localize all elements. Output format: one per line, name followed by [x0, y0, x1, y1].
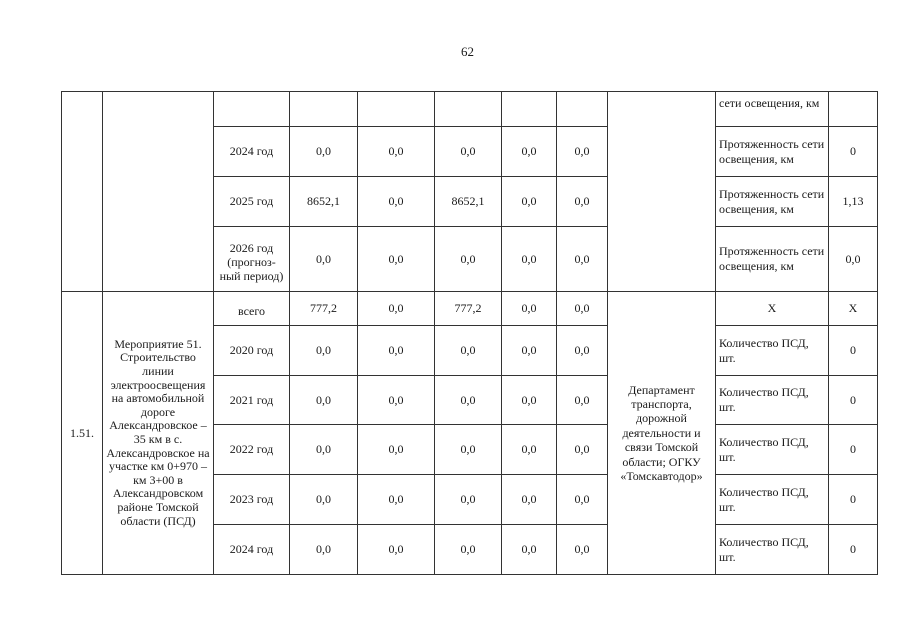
year-cell: всего	[214, 292, 290, 326]
value-cell	[502, 92, 557, 127]
value-cell: 0,0	[290, 227, 358, 292]
value-cell: 0,0	[557, 127, 608, 177]
value-cell: 0,0	[290, 376, 358, 425]
table-row	[62, 92, 878, 127]
value-cell	[557, 92, 608, 127]
value-cell: 0,0	[502, 376, 557, 425]
value-cell: 0,0	[290, 425, 358, 475]
indicator-cell: Количество ПСД, шт.	[716, 376, 829, 425]
indicator-value-cell: Х	[829, 292, 878, 326]
value-cell: 0,0	[557, 227, 608, 292]
year-cell: 2024 год	[214, 525, 290, 575]
value-cell: 8652,1	[290, 177, 358, 227]
year-cell: 2022 год	[214, 425, 290, 475]
value-cell: 0,0	[502, 177, 557, 227]
value-cell: 0,0	[290, 127, 358, 177]
indicator-value-cell: 0	[829, 326, 878, 376]
executor-cell-empty	[608, 92, 716, 292]
value-cell: 0,0	[502, 475, 557, 525]
indicator-cell: Протяженность сети освещения, км	[716, 177, 829, 227]
indicator-cell: Количество ПСД, шт.	[716, 425, 829, 475]
value-cell: 0,0	[502, 326, 557, 376]
value-cell: 777,2	[435, 292, 502, 326]
value-cell	[358, 92, 435, 127]
year-cell: 2023 год	[214, 475, 290, 525]
value-cell: 0,0	[358, 425, 435, 475]
indicator-cell: Количество ПСД, шт.	[716, 326, 829, 376]
value-cell: 0,0	[358, 326, 435, 376]
value-cell: 0,0	[557, 425, 608, 475]
measure-number: 1.51.	[62, 292, 103, 575]
indicator-value-cell	[829, 92, 878, 127]
indicator-value-cell: 1,13	[829, 177, 878, 227]
value-cell: 0,0	[557, 475, 608, 525]
indicator-cell: Протяженность сети освещения, км	[716, 227, 829, 292]
year-cell	[214, 92, 290, 127]
value-cell: 0,0	[557, 525, 608, 575]
indicator-value-cell: 0,0	[829, 227, 878, 292]
indicator-value-cell: 0	[829, 475, 878, 525]
value-cell: 0,0	[358, 177, 435, 227]
name-cell-empty	[103, 92, 214, 292]
value-cell: 8652,1	[435, 177, 502, 227]
year-cell: 2021 год	[214, 376, 290, 425]
value-cell: 0,0	[435, 127, 502, 177]
value-cell: 0,0	[435, 326, 502, 376]
value-cell: 0,0	[290, 326, 358, 376]
table-row	[62, 292, 878, 326]
year-cell: 2025 год	[214, 177, 290, 227]
indicator-cell: Протяженность сети освещения, км	[716, 127, 829, 177]
number-cell-empty	[62, 92, 103, 292]
indicator-cell: Количество ПСД, шт.	[716, 475, 829, 525]
indicator-value-cell: 0	[829, 127, 878, 177]
value-cell: 0,0	[358, 127, 435, 177]
year-cell: 2020 год	[214, 326, 290, 376]
measure-name: Мероприятие 51. Строительство линии электроосвещения на автомобильной дороге Александровское –35 км в с. Александровское на участке км 0+970 – км 3+00 в Александровском районе Томской области (ПСД)	[103, 292, 214, 575]
value-cell: 0,0	[358, 227, 435, 292]
value-cell: 0,0	[435, 475, 502, 525]
page-number: 62	[461, 44, 474, 59]
value-cell: 0,0	[435, 227, 502, 292]
value-cell: 0,0	[502, 127, 557, 177]
indicator-cell: Х	[716, 292, 829, 326]
value-cell	[435, 92, 502, 127]
value-cell: 0,0	[358, 475, 435, 525]
value-cell: 0,0	[502, 227, 557, 292]
value-cell: 0,0	[290, 525, 358, 575]
indicator-value-cell: 0	[829, 425, 878, 475]
value-cell	[290, 92, 358, 127]
value-cell: 0,0	[502, 292, 557, 326]
value-cell: 0,0	[435, 425, 502, 475]
value-cell: 0,0	[557, 292, 608, 326]
year-cell: 2026 год (прогноз-ный период)	[214, 227, 290, 292]
value-cell: 0,0	[502, 425, 557, 475]
executor-cell: Департамент транспорта, дорожной деятельности и связи Томской области; ОГКУ «Томскавтодор»	[608, 292, 716, 575]
value-cell: 0,0	[502, 525, 557, 575]
value-cell: 0,0	[435, 525, 502, 575]
indicator-cell: Количество ПСД, шт.	[716, 525, 829, 575]
indicator-value-cell: 0	[829, 376, 878, 425]
value-cell: 0,0	[557, 177, 608, 227]
value-cell: 0,0	[358, 376, 435, 425]
year-cell: 2024 год	[214, 127, 290, 177]
value-cell: 0,0	[358, 525, 435, 575]
value-cell: 0,0	[557, 326, 608, 376]
value-cell: 777,2	[290, 292, 358, 326]
value-cell: 0,0	[435, 376, 502, 425]
value-cell: 0,0	[557, 376, 608, 425]
value-cell: 0,0	[290, 475, 358, 525]
program-table	[61, 91, 878, 575]
indicator-value-cell: 0	[829, 525, 878, 575]
indicator-cell: сети освещения, км	[716, 92, 829, 127]
value-cell: 0,0	[358, 292, 435, 326]
